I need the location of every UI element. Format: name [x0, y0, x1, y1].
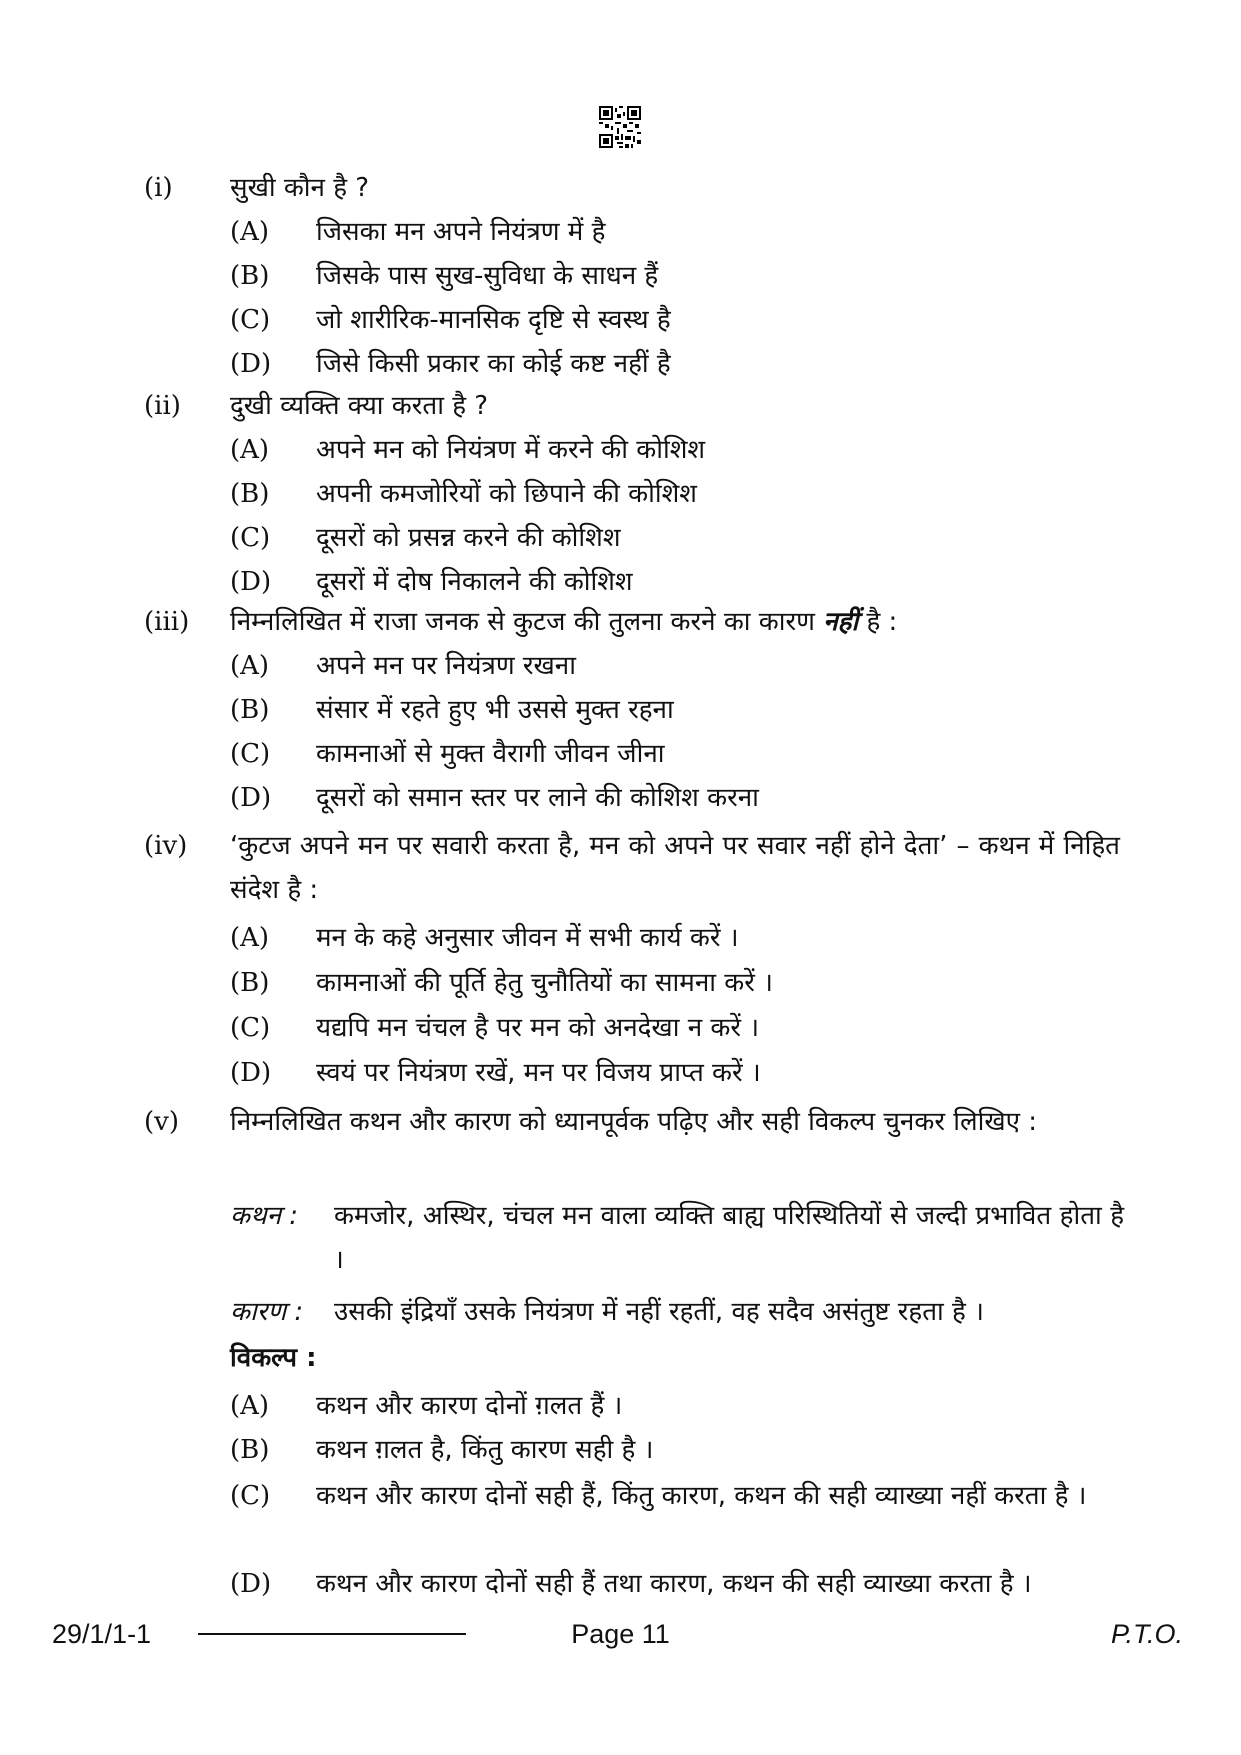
question-stem	[230, 600, 1120, 644]
option-text: कामनाओं से मुक्त वैरागी जीवन जीना	[316, 739, 665, 769]
question-number: (v)	[144, 1107, 179, 1137]
option-text: दूसरों को समान स्तर पर लाने की कोशिश करना	[316, 783, 759, 813]
kathan-text: कमजोर, अस्थिर, चंचल मन वाला व्यक्ति बाह्य परिस्थितियों से जल्दी प्रभावित होता है ।	[334, 1201, 1124, 1275]
stem-text-end: है :	[866, 607, 898, 637]
question-number: (ii)	[144, 391, 181, 421]
page-number: Page 11	[571, 1619, 670, 1649]
question-number: (iv)	[144, 831, 188, 861]
question-stem: दुखी व्यक्ति क्या करता है ?	[230, 391, 489, 421]
option-text: जो शारीरिक-मानसिक दृष्टि से स्वस्थ है	[316, 305, 671, 335]
option-b	[230, 688, 1130, 732]
option-d	[230, 342, 1130, 386]
option-label: (C)	[230, 1013, 271, 1043]
vikalp-heading: विकल्प :	[230, 1343, 317, 1373]
option-label: (D)	[230, 349, 272, 379]
option-text: जिसके पास सुख-सुविधा के साधन हैं	[316, 261, 659, 291]
option-text: कथन और कारण दोनों ग़लत हैं ।	[316, 1391, 623, 1421]
option-label: (C)	[230, 739, 271, 769]
question-stem: सुखी कौन है ?	[230, 173, 370, 203]
option-text: दूसरों में दोष निकालने की कोशिश	[316, 567, 633, 597]
option-label: (A)	[230, 435, 270, 465]
stem-text: निम्नलिखित में राजा जनक से कुटज की तुलना करने का कारण	[230, 607, 815, 637]
option-text: यद्यपि मन चंचल है पर मन को अनदेखा न करें ।	[316, 1013, 760, 1043]
option-d	[230, 560, 1130, 604]
option-label: (C)	[230, 305, 271, 335]
paper-code: 29/1/1-1	[52, 1619, 152, 1649]
karan-label: कारण :	[230, 1297, 304, 1327]
option-label: (D)	[230, 1569, 272, 1599]
option-b	[230, 254, 1130, 298]
kathan-label: कथन :	[230, 1201, 299, 1231]
option-d	[230, 1051, 1130, 1095]
option-label: (A)	[230, 217, 270, 247]
option-b	[230, 961, 1130, 1005]
option-a	[230, 644, 1130, 688]
qr-code-icon	[599, 106, 641, 148]
option-d	[230, 1562, 1130, 1606]
option-text: कथन और कारण दोनों सही हैं, किंतु कारण, कथन की सही व्याख्या नहीं करता है ।	[316, 1481, 1087, 1511]
question-number: (i)	[144, 173, 173, 203]
option-label: (B)	[230, 1435, 270, 1465]
option-a	[230, 916, 1130, 960]
option-text: कथन और कारण दोनों सही हैं तथा कारण, कथन की सही व्याख्या करता है ।	[316, 1569, 1032, 1599]
option-text: अपने मन पर नियंत्रण रखना	[316, 651, 576, 681]
option-label: (B)	[230, 968, 270, 998]
option-label: (B)	[230, 261, 270, 291]
option-label: (D)	[230, 783, 272, 813]
option-text: संसार में रहते हुए भी उससे मुक्त रहना	[316, 695, 674, 725]
option-b	[230, 1428, 1130, 1472]
option-text: अपने मन को नियंत्रण में करने की कोशिश	[316, 435, 706, 465]
option-a	[230, 210, 1130, 254]
option-c	[230, 1006, 1130, 1050]
please-turn-over: P.T.O.	[1110, 1619, 1183, 1649]
option-label: (B)	[230, 695, 270, 725]
option-text: जिसका मन अपने नियंत्रण में है	[316, 217, 606, 247]
option-c	[230, 732, 1130, 776]
question-stem: ‘कुटज अपने मन पर सवारी करता है, मन को अपने पर सवार नहीं होने देता’ – कथन में निहित संदेश है :	[230, 831, 1120, 905]
question-number: (iii)	[144, 607, 190, 637]
option-c	[230, 1474, 1130, 1518]
option-label: (A)	[230, 1391, 270, 1421]
option-label: (D)	[230, 1058, 272, 1088]
option-text: कथन ग़लत है, किंतु कारण सही है ।	[316, 1435, 654, 1465]
option-label: (B)	[230, 479, 270, 509]
option-d	[230, 776, 1130, 820]
option-text: अपनी कमजोरियों को छिपाने की कोशिश	[316, 479, 697, 509]
option-c	[230, 298, 1130, 342]
option-text: स्वयं पर नियंत्रण रखें, मन पर विजय प्राप्त करें ।	[316, 1058, 761, 1088]
option-c	[230, 516, 1130, 560]
option-label: (D)	[230, 567, 272, 597]
stem-emphasis: नहीं	[823, 607, 859, 637]
option-label: (A)	[230, 651, 270, 681]
option-a	[230, 428, 1130, 472]
option-text: कामनाओं की पूर्ति हेतु चुनौतियों का सामना करें ।	[316, 968, 773, 998]
option-b	[230, 472, 1130, 516]
option-text: मन के कहे अनुसार जीवन में सभी कार्य करें ।	[316, 923, 739, 953]
question-stem: निम्नलिखित कथन और कारण को ध्यानपूर्वक पढ़िए और सही विकल्प चुनकर लिखिए :	[230, 1107, 1037, 1137]
option-text: दूसरों को प्रसन्न करने की कोशिश	[316, 523, 621, 553]
option-a	[230, 1384, 1130, 1428]
option-label: (C)	[230, 523, 271, 553]
karan-text: उसकी इंद्रियाँ उसके नियंत्रण में नहीं रहतीं, वह सदैव असंतुष्ट रहता है ।	[334, 1297, 984, 1327]
option-label: (C)	[230, 1481, 271, 1511]
option-text: जिसे किसी प्रकार का कोई कष्ट नहीं है	[316, 349, 671, 379]
option-label: (A)	[230, 923, 270, 953]
